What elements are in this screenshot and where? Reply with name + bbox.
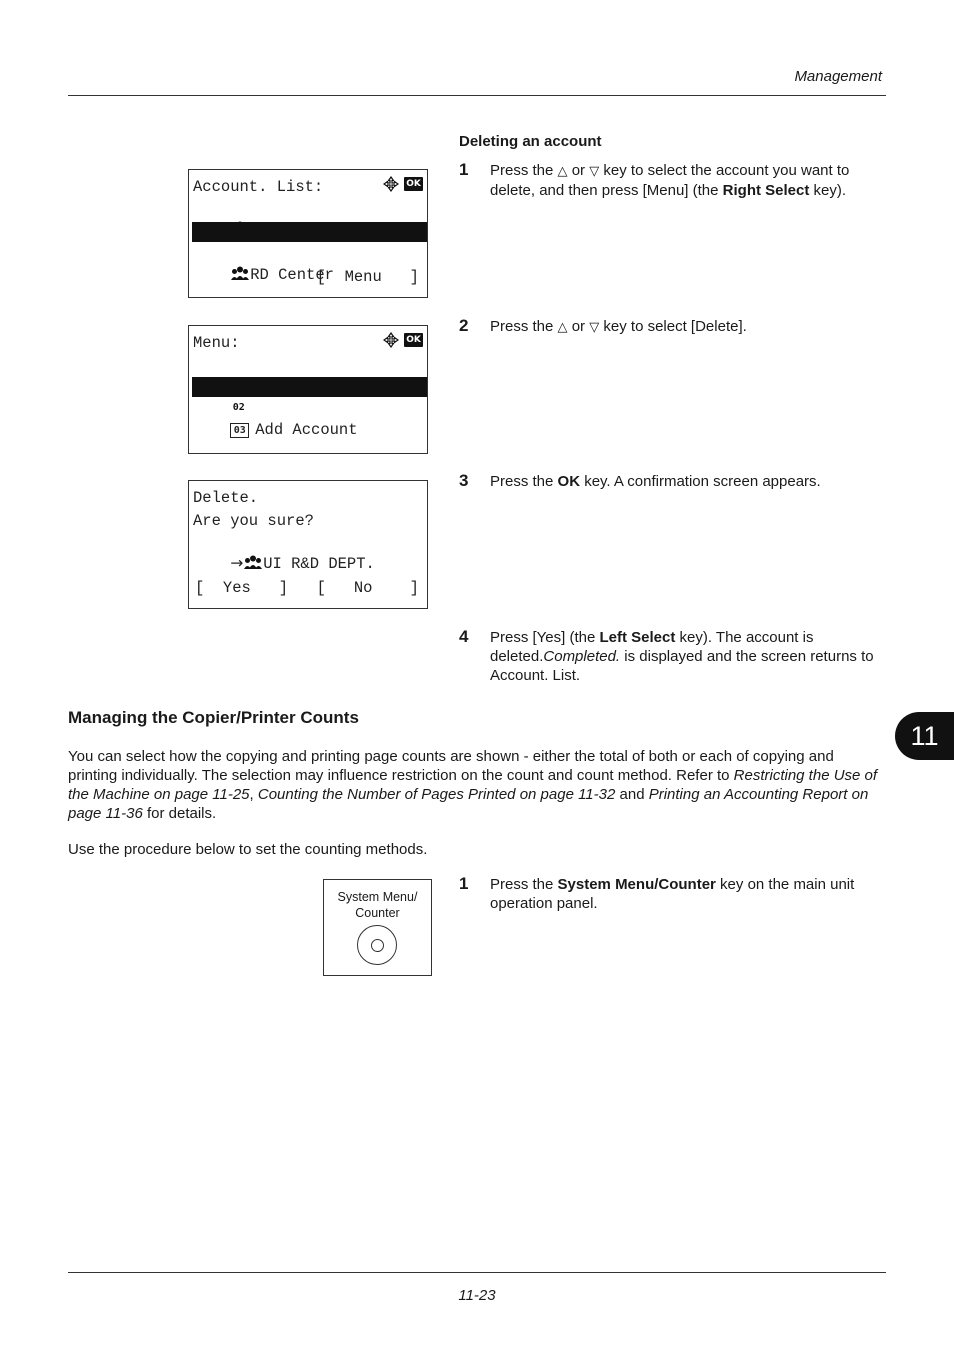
lcd-softkey-menu: [ Menu ]: [316, 268, 419, 286]
lcd-account-list: [188, 169, 428, 298]
cross-reference: Printing an Accounting Report on page 11-36: [68, 786, 869, 822]
lcd-line: Are you sure?: [193, 512, 314, 530]
lcd-indicators: [383, 176, 423, 192]
right-arrow-icon: →: [230, 554, 244, 572]
cross-arrows-icon: [383, 332, 399, 348]
up-triangle-icon: △: [557, 320, 568, 335]
lcd-menu-item: [193, 355, 358, 375]
lcd-menu: [188, 325, 428, 454]
cross-arrows-icon: [383, 176, 399, 192]
lcd-title: Menu:: [193, 334, 240, 352]
step-number: 1: [459, 160, 469, 179]
lcd-menu-item: 03 Add Account: [193, 400, 358, 420]
down-triangle-icon: ▽: [589, 164, 600, 179]
lcd-target-account: → UI R&D DEPT.: [230, 554, 375, 573]
lcd-list-item: RD Center: [193, 245, 334, 265]
ok-icon: OK: [404, 333, 423, 347]
step-text: Press the △ or ▽ key to select [Delete].: [490, 318, 747, 335]
lcd-indicators: [383, 332, 423, 348]
intro-paragraph: You can select how the copying and printing page counts are shown - either the total of both or each of copying and printing individually. The selection may influence restriction on the count and count method. Refer to Restricting the Use of the Machine on page 11-25, Counting the Number of Pages Printed on page 11-32 and Printing an Accounting Report on page 11-36 for details.: [68, 748, 878, 822]
down-triangle-icon: ▽: [589, 320, 600, 335]
header-rule: [68, 95, 886, 96]
up-triangle-icon: △: [557, 164, 568, 179]
user-group-icon: [230, 266, 250, 280]
step-text: Press the OK key. A confirmation screen appears.: [490, 473, 821, 490]
ok-icon: OK: [404, 177, 423, 191]
menu-number-badge: 02: [229, 400, 248, 415]
page-number: 11-23: [458, 1287, 496, 1304]
section-title-deleting: Deleting an account: [459, 133, 602, 150]
lcd-softkey-yes: [ Yes ]: [195, 579, 289, 597]
cross-reference: Counting the Number of Pages Printed on page 11-32: [257, 786, 616, 803]
lcd-softkey-no: [ No ]: [316, 579, 419, 597]
lcd-menu-item-selected: 02 Delete: [192, 377, 427, 397]
lcd-title: Account. List:: [193, 178, 324, 196]
user-group-icon: [243, 555, 263, 569]
system-menu-counter-key-illustration: [323, 879, 432, 976]
step-text: Press [Yes] (the Left Select key). The account is deleted.Completed. is displayed and the screen returns to Account. List.: [490, 629, 874, 684]
step-text: Press the △ or ▽ key to select the account you want to delete, and then press [Menu] (the Right Select key).: [490, 162, 850, 199]
round-key-icon: [357, 925, 397, 965]
running-header: Management: [794, 68, 882, 85]
menu-number-badge: 03: [230, 423, 249, 438]
lcd-confirm-delete: [188, 480, 428, 609]
step-number: 1: [459, 874, 469, 893]
chapter-tab: 11: [895, 712, 954, 760]
lcd-list-item-selected: GUI Design: [192, 222, 427, 242]
lcd-line: Delete.: [193, 489, 259, 507]
step-number: 2: [459, 316, 469, 335]
step-text: Press the System Menu/Counter key on the main unit operation panel.: [490, 876, 855, 912]
section-heading-managing: Managing the Copier/Printer Counts: [68, 708, 359, 727]
lcd-list-item: [193, 200, 353, 220]
panel-key-label: System Menu/ Counter: [337, 890, 418, 920]
cross-reference: Restricting the Use of the Machine on page 11-25: [68, 767, 878, 803]
procedure-intro: Use the procedure below to set the counting methods.: [68, 841, 428, 858]
footer-rule: [68, 1272, 886, 1273]
step-number: 3: [459, 471, 469, 490]
step-number: 4: [459, 627, 469, 646]
